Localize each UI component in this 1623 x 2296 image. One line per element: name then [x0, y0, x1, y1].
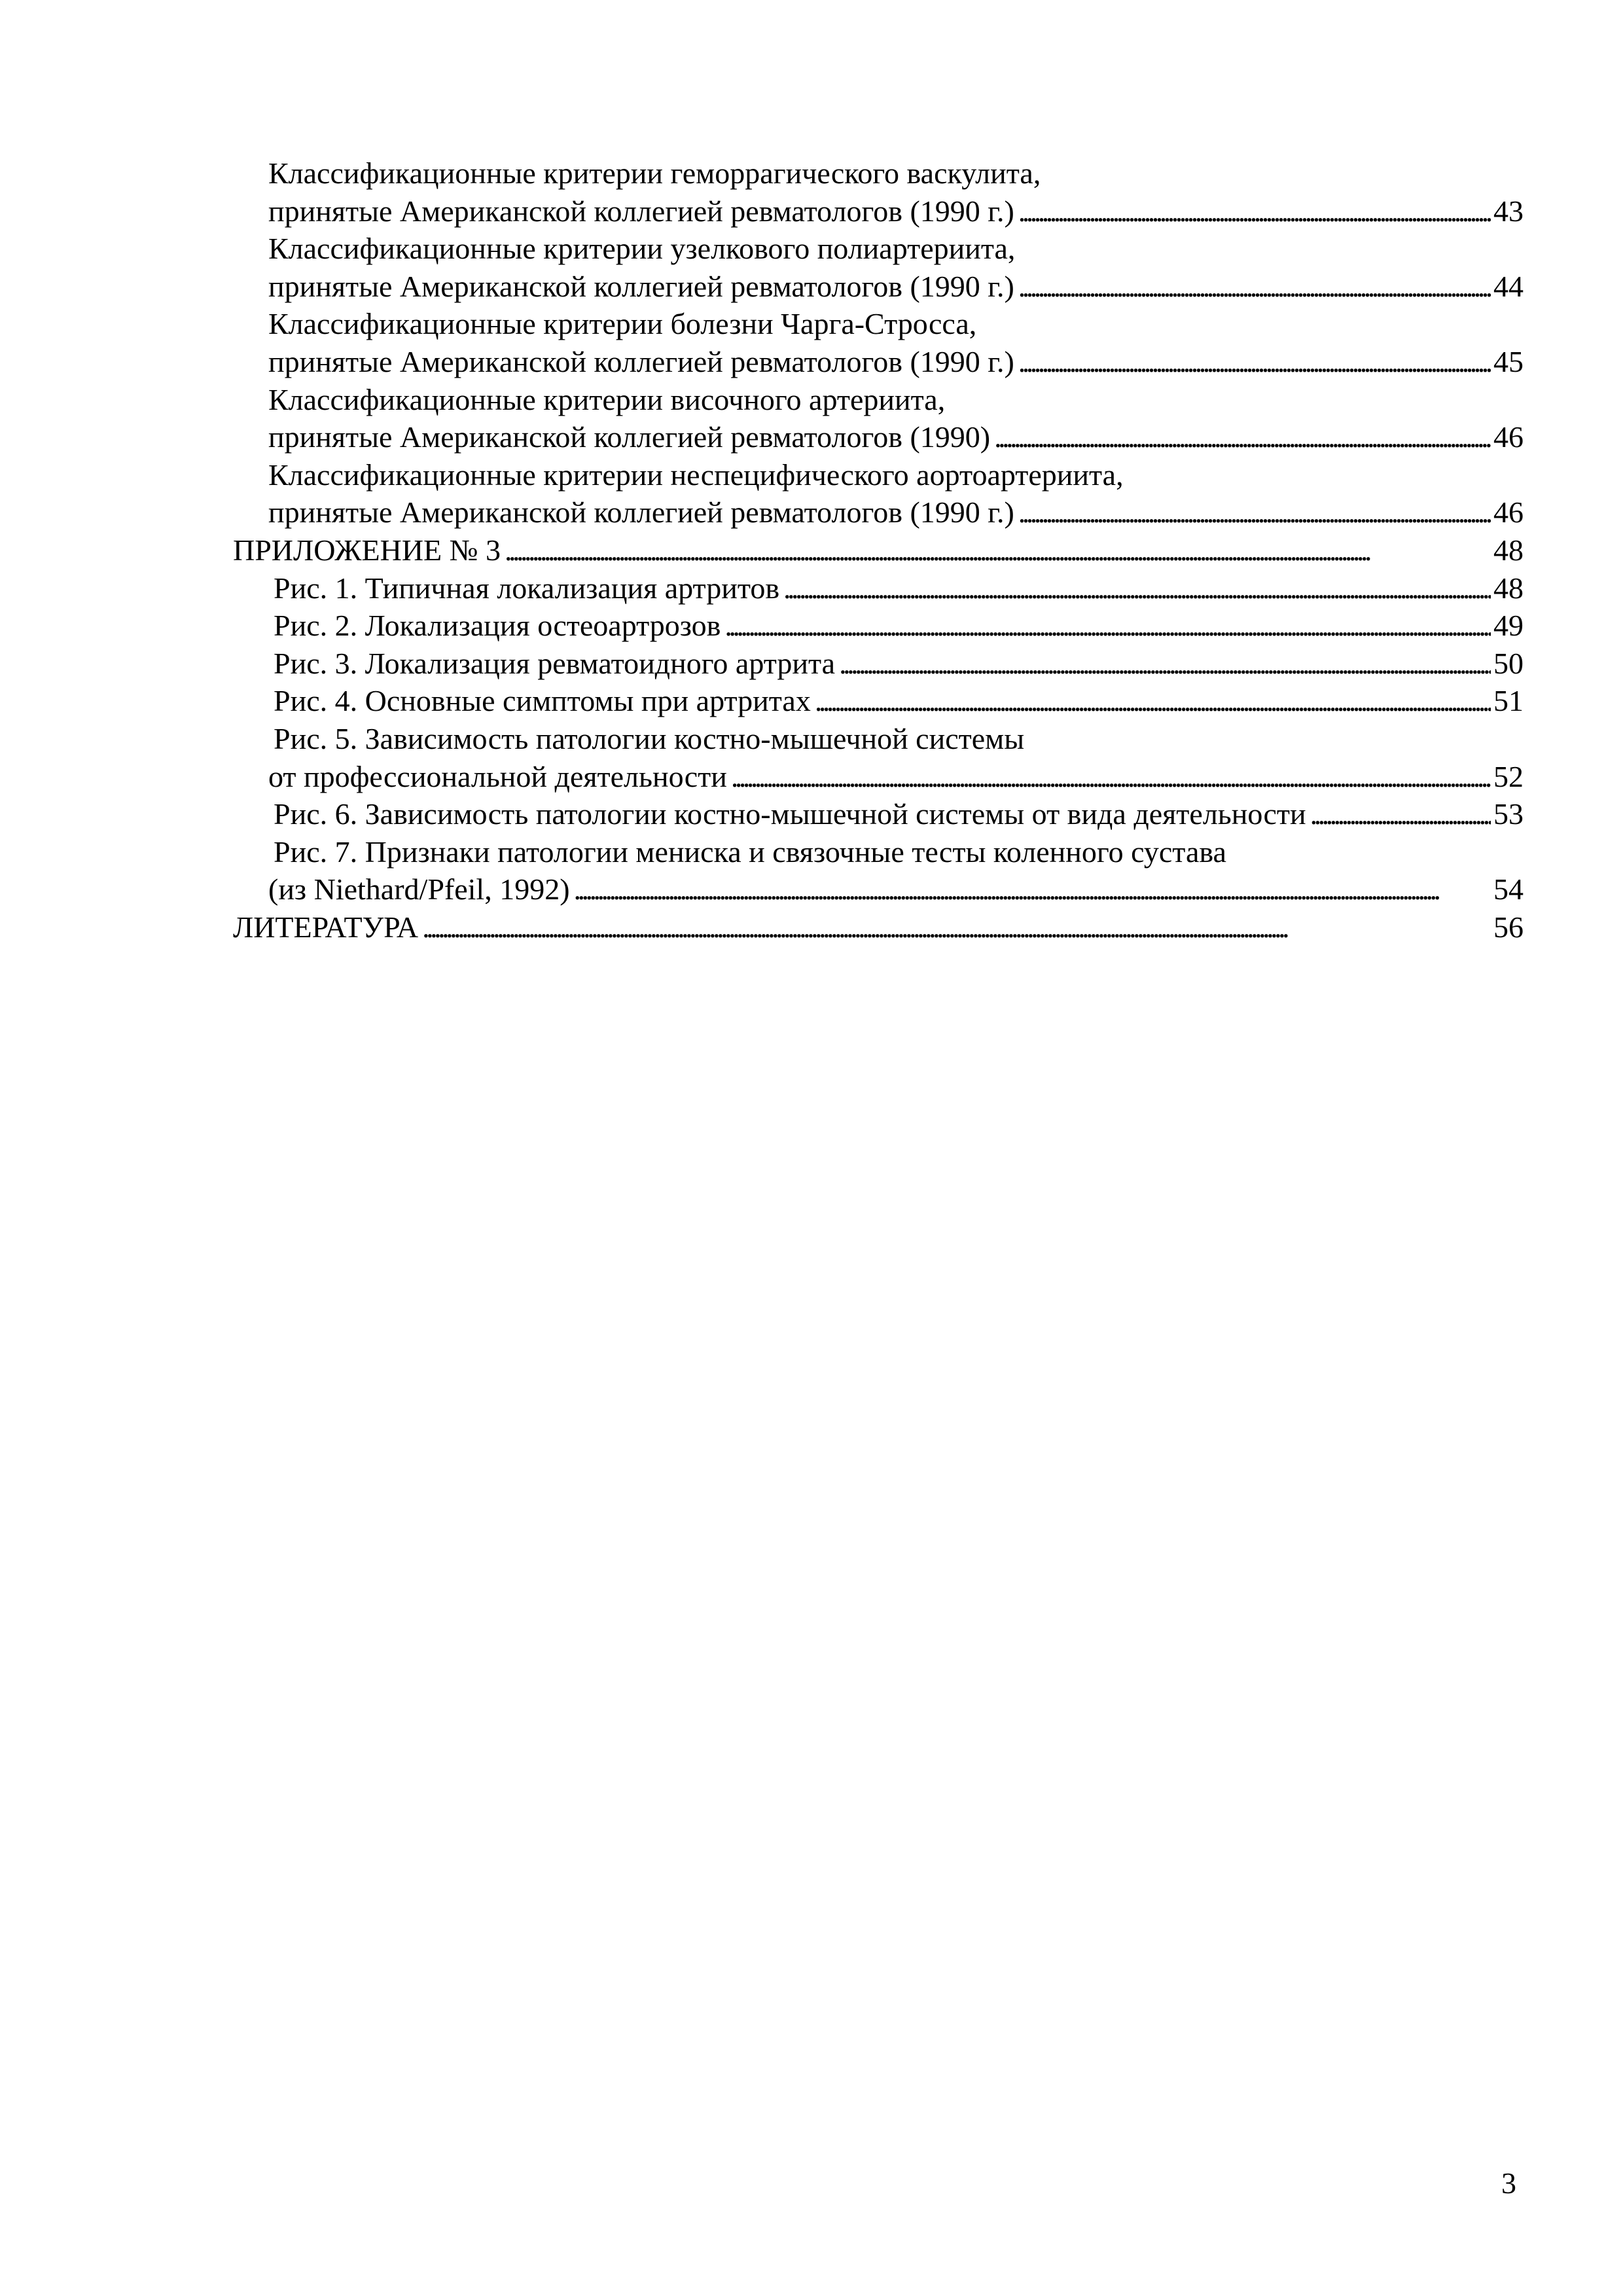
toc-page-number: 50: [1493, 646, 1524, 680]
dot-leader: [783, 569, 1491, 607]
toc-page-number: 49: [1493, 609, 1524, 643]
toc-entry[interactable]: [233, 682, 1524, 720]
dot-leader: [1310, 795, 1491, 833]
dot-leader: [731, 758, 1491, 796]
toc-page-number: 43: [1493, 194, 1524, 228]
toc-page-number: 51: [1493, 684, 1524, 718]
toc-entry[interactable]: [233, 418, 1524, 456]
table-of-contents: [233, 154, 1524, 946]
toc-entry-text: принятые Американской коллегией ревматологов (1990 г.): [268, 194, 1014, 228]
toc-entry-text: ЛИТЕРАТУРА: [233, 910, 419, 944]
dot-leader: [1018, 268, 1491, 306]
toc-entry[interactable]: [233, 343, 1524, 381]
toc-entry-text: принятые Американской коллегией ревматологов (1990 г.): [268, 495, 1014, 529]
toc-entry-title-line: Рис. 7. Признаки патологии мениска и связочные тесты коленного сустава: [274, 834, 1226, 869]
toc-page-number: 45: [1493, 344, 1524, 378]
toc-entry-title-line: Классификационные критерии неспецифического аортоартериита,: [268, 457, 1124, 492]
toc-page-number: 53: [1493, 797, 1524, 831]
toc-entry-text: Рис. 6. Зависимость патологии костно-мышечной системы от вида деятельности: [274, 797, 1306, 831]
dot-leader: [1018, 343, 1491, 381]
toc-page-number: 52: [1493, 759, 1524, 793]
toc-entry-title-line: Классификационные критерии болезни Чарга-Стросса,: [268, 307, 977, 341]
page-number: 3: [1501, 2166, 1516, 2200]
toc-entry-text: (из Niethard/Pfeil, 1992): [268, 872, 570, 906]
toc-page-number: 46: [1493, 420, 1524, 454]
toc-entry-title-line: Рис. 5. Зависимость патологии костно-мышечной системы: [274, 721, 1025, 755]
toc-entry-title-line: Классификационные критерии узелкового полиартериита,: [268, 232, 1016, 266]
toc-entry[interactable]: [233, 268, 1524, 306]
toc-entry[interactable]: [233, 607, 1524, 645]
toc-page-number: 46: [1493, 495, 1524, 529]
toc-entry-text: ПРИЛОЖЕНИЕ № 3: [233, 533, 501, 567]
toc-entry-title-line: Классификационные критерии височного артериита,: [268, 382, 946, 416]
toc-entry-text: принятые Американской коллегией ревматологов (1990 г.): [268, 344, 1014, 378]
toc-page-number: 54: [1493, 872, 1524, 906]
toc-page-number: 44: [1493, 269, 1524, 303]
toc-entry-text: Рис. 2. Локализация остеоартрозов: [274, 609, 721, 643]
dot-leader: [815, 682, 1491, 720]
toc-entry[interactable]: [233, 569, 1524, 607]
dot-leader: [839, 645, 1491, 683]
dot-leader: [1018, 493, 1491, 531]
dot-leader: [422, 908, 1491, 946]
dot-leader: [574, 870, 1491, 908]
toc-entry[interactable]: [233, 795, 1524, 833]
toc-section-literature[interactable]: [233, 908, 1524, 946]
toc-page-number: 56: [1493, 910, 1524, 944]
toc-entry-text: принятые Американской коллегией ревматологов (1990 г.): [268, 269, 1014, 303]
dot-leader: [505, 531, 1491, 569]
toc-entry[interactable]: [233, 645, 1524, 683]
toc-entry-title-line: Классификационные критерии геморрагического васкулита,: [268, 156, 1041, 190]
dot-leader: [1018, 192, 1491, 230]
toc-entry-text: принятые Американской коллегией ревматологов (1990): [268, 420, 991, 454]
toc-entry[interactable]: [233, 758, 1524, 796]
dot-leader: [724, 607, 1491, 645]
toc-page-number: 48: [1493, 533, 1524, 567]
toc-entry-text: Рис. 3. Локализация ревматоидного артрита: [274, 646, 836, 680]
toc-entry-text: Рис. 4. Основные симптомы при артритах: [274, 684, 811, 718]
toc-section-appendix-3[interactable]: [233, 531, 1524, 569]
toc-entry[interactable]: [233, 192, 1524, 230]
dot-leader: [994, 418, 1491, 456]
toc-entry-text: от профессиональной деятельности: [268, 759, 727, 793]
toc-page-number: 48: [1493, 571, 1524, 605]
toc-entry[interactable]: [233, 870, 1524, 908]
toc-entry-text: Рис. 1. Типичная локализация артритов: [274, 571, 780, 605]
toc-entry[interactable]: [233, 493, 1524, 531]
